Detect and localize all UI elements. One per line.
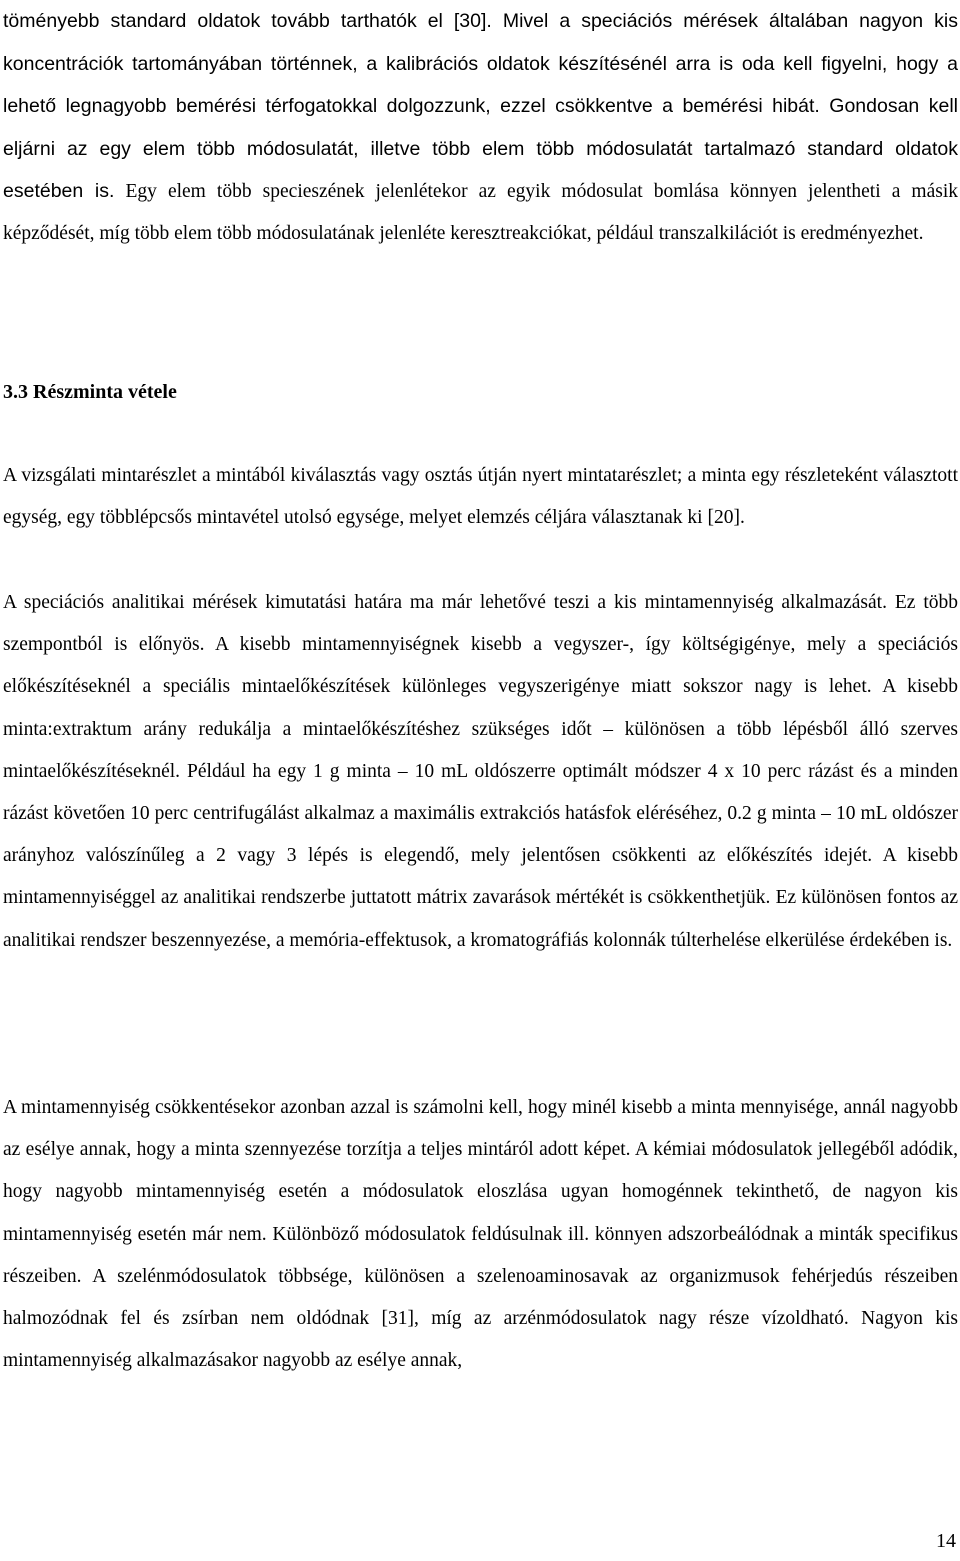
page-number: 14 [936,1530,956,1552]
intro-paragraph [3,0,958,255]
paragraph-sample-amount-advantages: A speciációs analitikai mérések kimutatási határa ma már lehetővé teszi a kis mintamennyiség alkalmazását. Ez több szempontból is előnyös. A kisebb mintamennyiségnek kisebb a vegyszer-, így költségigénye, mely a speciációs előkészítéseknél a speciális mintaelőkészítések különleges vegyszerigénye miatt sokszor nagy is lehet. A kisebb minta:extraktum arány redukálja a mintaelőkészítéshez szükséges időt – különösen a több lépésből álló szerves mintaelőkészítéseknél. Például ha egy 1 g minta – 10 mL oldószerre optimált módszer 4 x 10 perc rázást és a minden rázást követően 10 perc centrifugálást alkalmaz a maximális extrakciós hatásfok eléréséhez, 0.2 g minta – 10 mL oldószer arányhoz valószínűleg a 2 vagy 3 lépés is elegendő, mely jelentősen csökkenti az előkészítés idejét. A kisebb mintamennyiséggel az analitikai rendszerbe juttatott mátrix zavarások mértékét is csökkenthetjük. Ez különösen fontos az analitikai rendszer beszennyezése, a memória-effektusok, a kromatográfiás kolonnák túlterhelése elkerülése érdekében is. [3,592,958,951]
intro-paragraph-serif-part: Egy elem több specieszének jelenlétekor az egyik módosulat bomlása könnyen jelentheti a másik képződését, míg több elem több módosulatának jelenléte keresztreakciókat, például transzalkilációt is eredményezhet. [3,181,959,245]
paragraph-sample-amount-risks: A mintamennyiség csökkentésekor azonban azzal is számolni kell, hogy minél kisebb a minta mennyisége, annál nagyobb az esélye annak, hogy a minta szennyezése torzítja a teljes mintáról adott képet. A kémiai módosulatok jellegéből adódik, hogy nagyobb mintamennyiség esetén a módosulatok eloszlása ugyan homogénnek tekinthető, de nagyon kis mintamennyiség esetén már nem. Különböző módosulatok feldúsulnak ill. könnyen adszorbeálódnak a minták specifikus részeiben. A szelénmódosulatok többsége, különösen a szelenoaminosavak az organizmusok fehérjedús részeiben halmozódnak fel és zsírban nem oldódnak [31], míg az arzénmódosulatok nagy része vízoldható. Nagyon kis mintamennyiség alkalmazásakor nagyobb az esélye annak, [3,1097,958,1372]
paragraph-definition: A vizsgálati mintarészlet a mintából kiválasztás vagy osztás útján nyert mintatarészlet; a minta egy részleteként választott egység, egy többlépcsős mintavétel utolsó egysége, melyet elemzés céljára választanak ki [20]. [3,465,958,529]
intro-paragraph-sans-part: töményebb standard oldatok tovább tarthatók el [30]. Mivel a speciációs mérések általában nagyon kis koncentrációk tartományában történnek, a kalibrációs oldatok készítésénél arra is oda kell figyelni, hogy a lehető legnagyobb bemérési térfogatokkal dolgozzunk, ezzel csökkentve a bemérési hibát. Gondosan kell eljárni az egy elem több módosulatát, illetve több elem több módosulatát tartalmazó standard oldatok esetében is. [3,10,958,202]
section-heading: 3.3 Részminta vétele [3,381,177,403]
